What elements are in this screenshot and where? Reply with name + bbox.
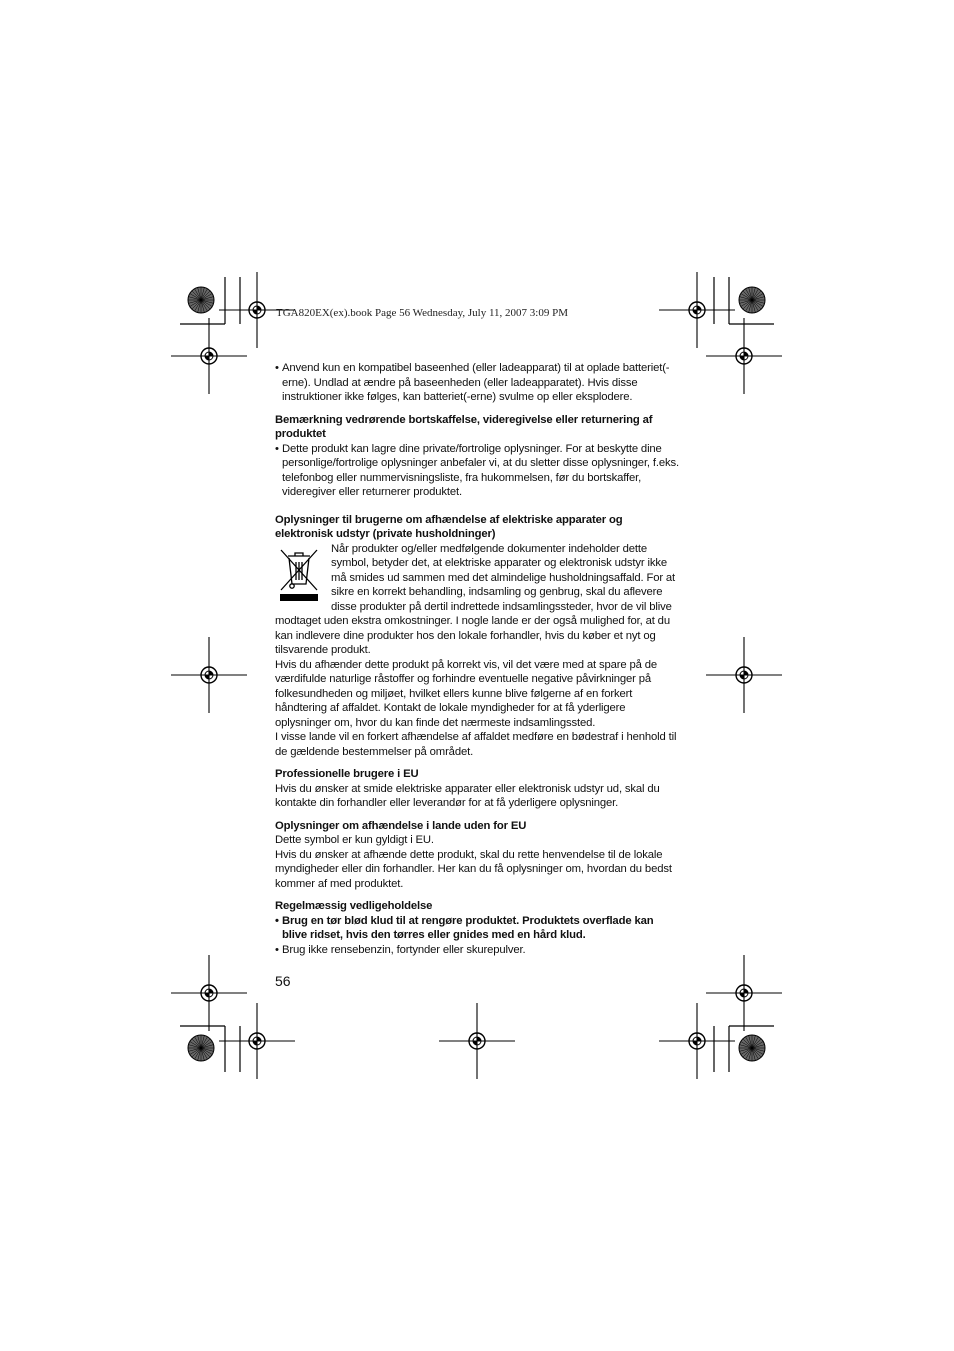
privacy-bullet: • Dette produkt kan lagre dine private/fortrolige oplysninger. For at beskytte dine personlige/fortrolige oplysninger anbefaler vi, at du sletter disse oplysninger, f.eks. telefonbog eller nummervisningsliste, fra hukommelsen, før du bortskaffer, videregiver eller returnerer produktet.	[275, 442, 679, 500]
registration-mark-icon	[659, 1003, 735, 1079]
color-bar-icon	[739, 287, 765, 313]
weee-paragraph-3: I visse lande vil en forkert afhændelse af affaldet medføre en bødestraf i henhold til de gældende bestemmelser på området.	[275, 731, 677, 758]
registration-mark-icon	[171, 637, 247, 713]
maintenance-bullet-1: • Brug en tør blød klud til at rengøre produktet. Produktets overflade kan blive ridset, hvis den tørres eller gnides med en hård klud.	[275, 914, 679, 943]
registration-mark-icon	[171, 318, 247, 394]
print-info-header: TGA820EX(ex).book Page 56 Wednesday, July 11, 2007 3:09 PM	[276, 307, 569, 319]
registration-mark-icon	[439, 1003, 515, 1079]
registration-mark-icon	[706, 318, 782, 394]
disposal-note-heading: Bemærkning vedrørende bortskaffelse, videregivelse eller returnering af produktet	[275, 413, 653, 440]
outside-eu-paragraph-1: Dette symbol er kun gyldigt i EU.	[275, 834, 434, 846]
registration-mark-icon	[659, 272, 735, 348]
outside-eu-paragraph-2: Hvis du ønsker at afhænde dette produkt, skal du rette henvendelse til de lokale myndigheder eller din forhandler. Her kan du få oplysninger om, hvordan du bedst kommer af med produktet.	[275, 848, 672, 890]
registration-mark-icon	[171, 955, 247, 1031]
professional-users-paragraph: Hvis du ønsker at smide elektriske apparater eller elektronisk udstyr ud, skal du kontakte din forhandler eller leverandør for at få yderligere oplysninger.	[275, 782, 660, 809]
registration-mark-icon	[706, 955, 782, 1031]
color-bar-icon	[188, 287, 214, 313]
color-bar-icon	[739, 1035, 765, 1061]
page-content	[275, 361, 679, 957]
weee-paragraph-2: Hvis du afhænder dette produkt på korrekt vis, vil det være med at spare på de værdifulde naturlige råstoffer og forhindre eventuelle negative påvirkninger på folkesundheden og miljøet, hvilket ellers kunne blive følgerne af en forkert håndtering af affaldet. Kontakt de lokale myndigheder for at få yderligere oplysninger om, hvor du kan finde det nærmeste indsamlingssted.	[275, 658, 658, 729]
professional-users-heading: Professionelle brugere i EU	[275, 768, 419, 780]
maintenance-heading: Regelmæssig vedligeholdelse	[275, 900, 433, 912]
page-number: 56	[275, 973, 291, 989]
registration-mark-icon	[219, 1003, 295, 1079]
private-users-heading: Oplysninger til brugerne om afhændelse af elektriske apparater og elektronisk udstyr (private husholdninger)	[275, 513, 623, 540]
weee-block	[275, 542, 679, 658]
outside-eu-heading: Oplysninger om afhændelse i lande uden for EU	[275, 819, 527, 832]
crossed-out-wheelie-bin-icon	[277, 546, 321, 602]
weee-paragraph-1: Når produkter og/eller medfølgende dokumenter indeholder dette symbol, betyder det, at elektriske apparater og elektronisk udstyr ikke må smides ud sammen med det almindelige husholdningsaffald. For at sikre en korrekt behandling, indsamling og genbrug, skal du aflevere disse produkter på dertil indrettede indsamlingssteder, hvor de vil blive modtaget uden ekstra omkostninger. I nogle lande er der også mulighed for, at du kan indlevere dine produkter hos den lokale forhandler, hvis du køber et nyt og tilsvarende produkt.	[275, 542, 676, 656]
maintenance-bullet-2: • Brug ikke rensebenzin, fortynder eller skurepulver.	[275, 943, 679, 958]
registration-mark-icon	[706, 637, 782, 713]
color-bar-icon	[188, 1035, 214, 1061]
battery-bullet: • Anvend kun en kompatibel baseenhed (eller ladeapparat) til at oplade batteriet(-erne). Undlad at ændre på baseenheden (eller ladeapparatet). Hvis disse instruktioner ikke følges, kan batteriet(-erne) svulme op eller eksplodere.	[275, 361, 679, 405]
